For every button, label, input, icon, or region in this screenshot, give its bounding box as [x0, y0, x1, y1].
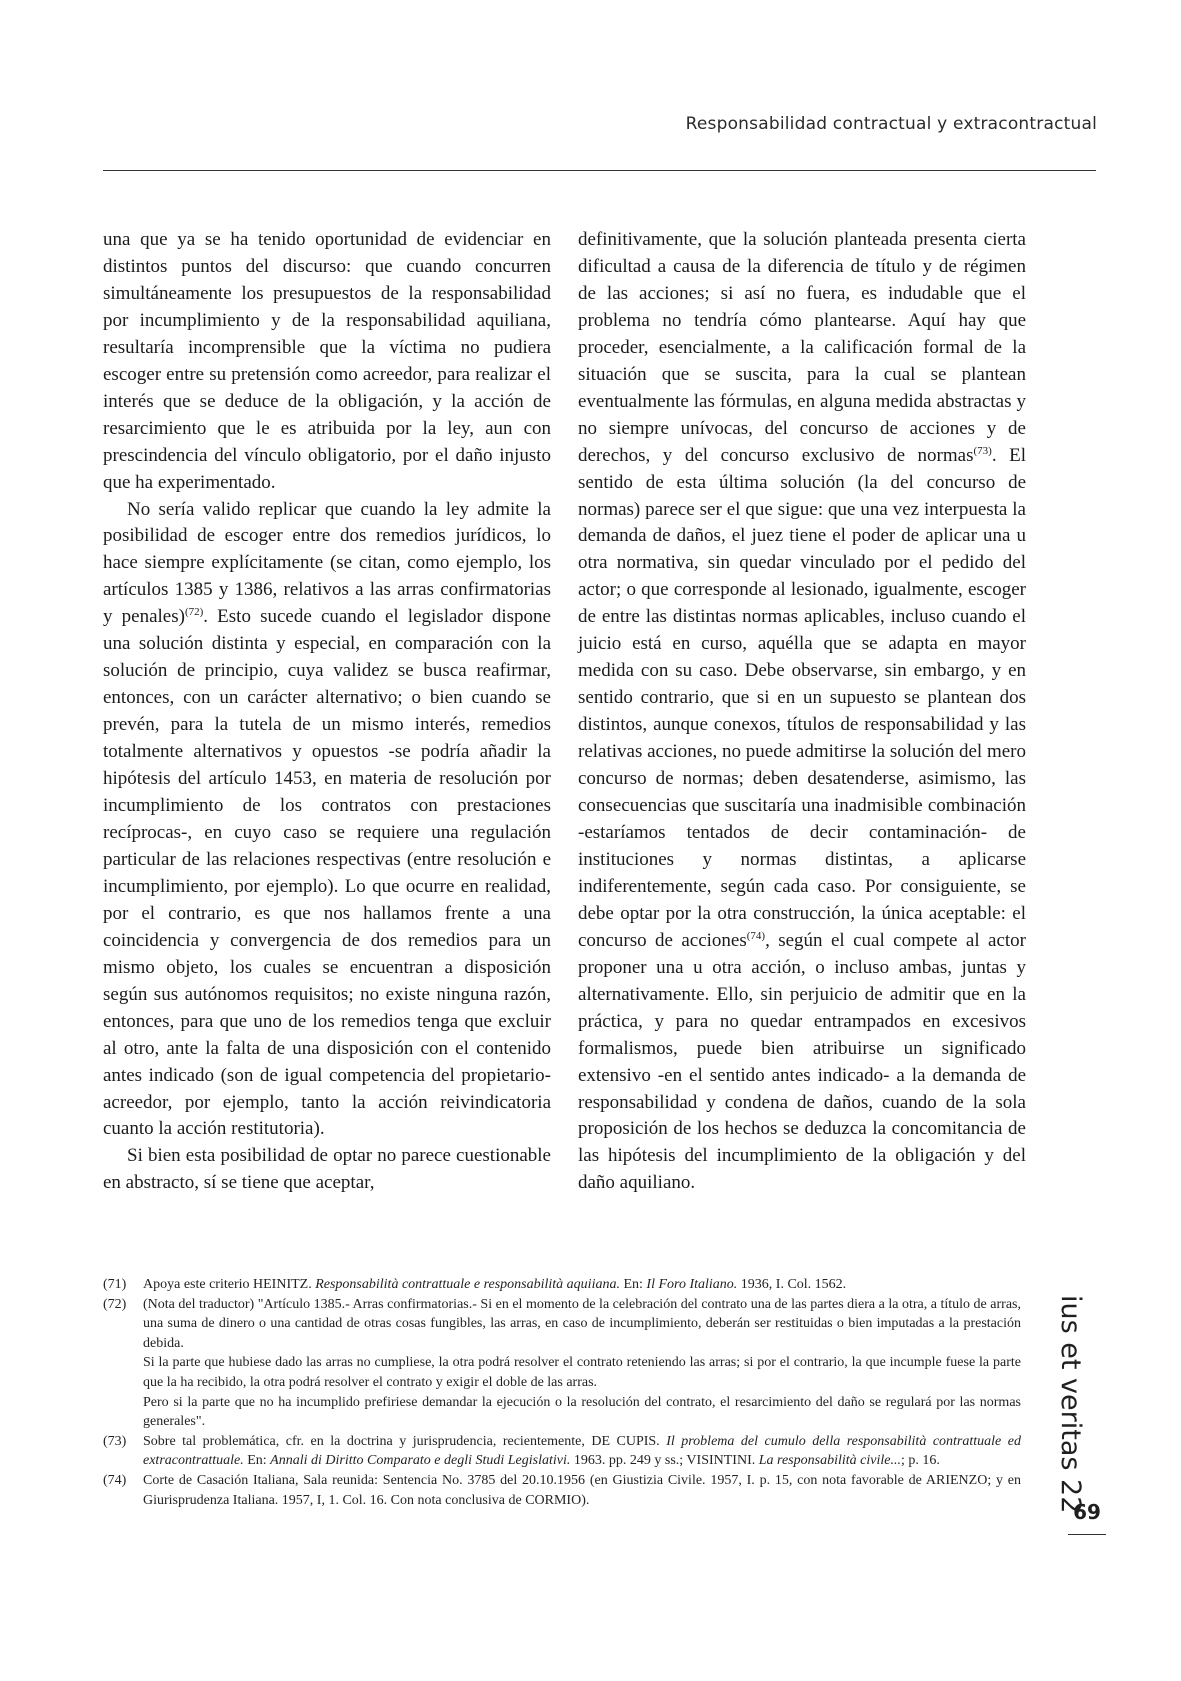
footnote-text: Pero si la parte que no ha incumplido prefiriese demandar la ejecución o la resolución del contrato, el resarcimiento del daño se regulará por las normas generales".	[143, 1394, 1021, 1430]
footnote-reference[interactable]: (74)	[746, 929, 766, 942]
footnote-title: Il problema del cumulo della responsabilità contrattuale ed extracontrattuale.	[143, 1433, 1021, 1469]
footnote-text-part: Apoya este criterio HEINITZ.	[143, 1277, 316, 1292]
journal-name: ius et veritas 22	[1055, 1295, 1086, 1514]
paragraph	[103, 497, 551, 1144]
footnote-reference[interactable]: (72)	[184, 606, 204, 619]
footnote-text	[143, 1432, 1021, 1471]
paragraph-text: No sería valido replicar que cuando la ley admite la posibilidad de escoger entre dos remedios jurídicos, lo hace siempre explícitamente (se citan, como ejemplo, los artículos 1385 y 1386, relativos a las arras confirmatorias y penales)	[103, 498, 551, 628]
footnotes	[103, 1275, 1021, 1510]
footnote-number: (74)	[103, 1472, 127, 1488]
footnote-number: (71)	[103, 1277, 127, 1292]
footnote-74	[103, 1471, 1021, 1510]
left-column	[103, 227, 551, 1197]
header-divider	[103, 170, 1096, 171]
footnote-title: Il Foro Italiano.	[646, 1277, 738, 1292]
footnote-73	[103, 1432, 1021, 1471]
footnote-71	[103, 1275, 1021, 1295]
footnote-72	[103, 1295, 1021, 1432]
footnote-text-part: ; p. 16.	[900, 1453, 940, 1469]
page-number: 69	[1073, 1500, 1101, 1524]
paragraph-text: . Esto sucede cuando el legislador dispone una solución distinta y especial, en comparación con la solución de principio, cuya validez se busca reafirmar, entonces, con un carácter alternativo; o bien cuando se prevén, para la tutela de un mismo interés, remedios totalmente alternativos y opuestos -se podría añadir la hipótesis del artículo 1453, en materia de resolución por incumplimiento de los contratos con prestaciones recíprocas-, en cuyo caso se requiere una regulación particular de las relaciones respectivas (entre resolución e incumplimiento, por ejemplo). Lo que ocurre en realidad, por el contrario, es que nos hallamos frente a una coincidencia y convergencia de dos remedios para un mismo objeto, los cuales se encuentran a disposición según sus autónomos requisitos; no existe ninguna razón, entonces, para que uno de los remedios tenga que excluir al otro, ante la falta de una disposición con el contenido antes indicado (son de igual competencia del propietario-acreedor, por ejemplo, tanto la acción reivindicatoria cuanto la acción restitutoria).	[103, 606, 551, 1140]
footnote-text-part: 1963. pp. 249 y ss.; VISINTINI.	[570, 1453, 759, 1469]
footnote-number: (73)	[103, 1433, 127, 1449]
footnote-number: (72)	[103, 1296, 127, 1312]
footnote-text: Si la parte que hubiese dado las arras no cumpliese, la otra podrá resolver el contrato reteniendo las arras; si por el contrario, la que incumple fuese la parte que la ha recibido, la otra podrá resolver el contrato y exigir el doble de las arras.	[143, 1355, 1021, 1390]
footnote-title: La responsabilità civile...	[758, 1453, 901, 1469]
footnote-reference[interactable]: (73)	[973, 444, 992, 457]
footnote-text-part: Sobre tal problemática, cfr. en la doctrina y jurisprudencia, recientemente, DE CUPIS.	[143, 1433, 667, 1449]
paragraph-text: . El sentido de esta última solución (la del concurso de normas) parece ser el que sigue: que una vez interpuesta la demanda de daños, el juez tiene el poder de aplicar una u otra normativa, sin quedar vinculado por el pedido del actor; o que corresponde al lesionado, igualmente, escoger de entre las distintas normas aplicables, incluso cuando el juicio está en curso, aquélla que se adapta en mayor medida con su caso. Debe observarse, sin embargo, y en sentido contrario, que si en un supuesto se plantean dos distintos, aunque conexos, títulos de responsabilidad y las relativas acciones, no puede admitirse la solución del mero concurso de normas; deben desatenderse, asimismo, las consecuencias que suscitaría una inadmisible combinación -estaríamos tentados de decir contaminación- de instituciones y normas distintas, a aplicarse indiferentemente, según cada caso. Por consiguiente, se debe optar por la otra construcción, la única aceptable: el concurso de acciones	[578, 444, 1026, 951]
paragraph-text: definitivamente, que la solución planteada presenta cierta dificultad a causa de la diferencia de título y de régimen de las acciones; si así no fuera, es indudable que el problema no tendría cómo plantearse. Aquí hay que proceder, esencialmente, a la calificación formal de la situación que se suscita, para la cual se plantean eventualmente las fórmulas, en alguna medida abstractas y no siempre unívocas, del concurso de acciones y de derechos, y del concurso exclusivo de normas	[578, 229, 1026, 466]
right-column	[578, 227, 1026, 1197]
footnote-text-part: En:	[619, 1277, 647, 1292]
paragraph: una que ya se ha tenido oportunidad de evidenciar en distintos puntos del discurso: que cuando concurren simultáneamente los presupuestos de la responsabilidad por incumplimiento y de la responsabilidad aquiliana, resultaría incomprensible que la víctima no pudiera escoger entre su pretensión como acreedor, para realizar el interés que se deduce de la obligación, y la acción de resarcimiento que le es atribuida por la ley, aun con prescindencia del vínculo obligatorio, por el daño injusto que ha experimentado.	[103, 229, 551, 493]
footnote-title: Annali di Diritto Comparato e degli Studi Legislativi.	[270, 1453, 571, 1469]
footnote-title: Responsabilità contrattuale e responsabilità aquiiana.	[315, 1277, 620, 1292]
footnote-text: (Nota del traductor) "Artículo 1385.- Arras confirmatorias.- Si en el momento de la celebración del contrato una de las partes diera a la otra, a título de arras, una suma de dinero o una cantidad de otras cosas fungibles, las arras, en caso de incumplimiento, deberán ser restituidas o bien imputadas a la prestación debida.	[143, 1296, 1021, 1351]
running-header-title: Responsabilidad contractual y extracontractual	[685, 114, 1097, 134]
paragraph-text: , según el cual compete al actor proponer una u otra acción, o incluso ambas, juntas y alternativamente. Ello, sin perjuicio de admitir que en la práctica, y para no quedar entrampados en excesivos formalismos, puede bien atribuirse un significado extensivo -en el sentido antes indicado- a la demanda de responsabilidad y condena de daños, cuando de la sola proposición de los hechos se deduzca la concomitancia de las hipótesis del incumplimiento de la obligación y del daño aquiliano.	[578, 929, 1026, 1194]
page-number-underline	[1068, 1534, 1106, 1535]
paragraph: Si bien esta posibilidad de optar no parece cuestionable en abstracto, sí se tiene que aceptar,	[103, 1145, 551, 1194]
paragraph	[578, 227, 1026, 1197]
footnote-text-part: En:	[243, 1453, 271, 1469]
footnote-text-part: 1936, I. Col. 1562.	[737, 1277, 847, 1292]
footnote-text	[143, 1275, 1021, 1295]
footnote-text: Corte de Casación Italiana, Sala reunida: Sentencia No. 3785 del 20.10.1956 (en Giustizia Civile. 1957, I. p. 15, con nota favorable de ARIENZO; y en Giurisprudenza Italiana. 1957, I, 1. Col. 16. Con nota conclusiva de CORMIO).	[143, 1472, 1021, 1508]
